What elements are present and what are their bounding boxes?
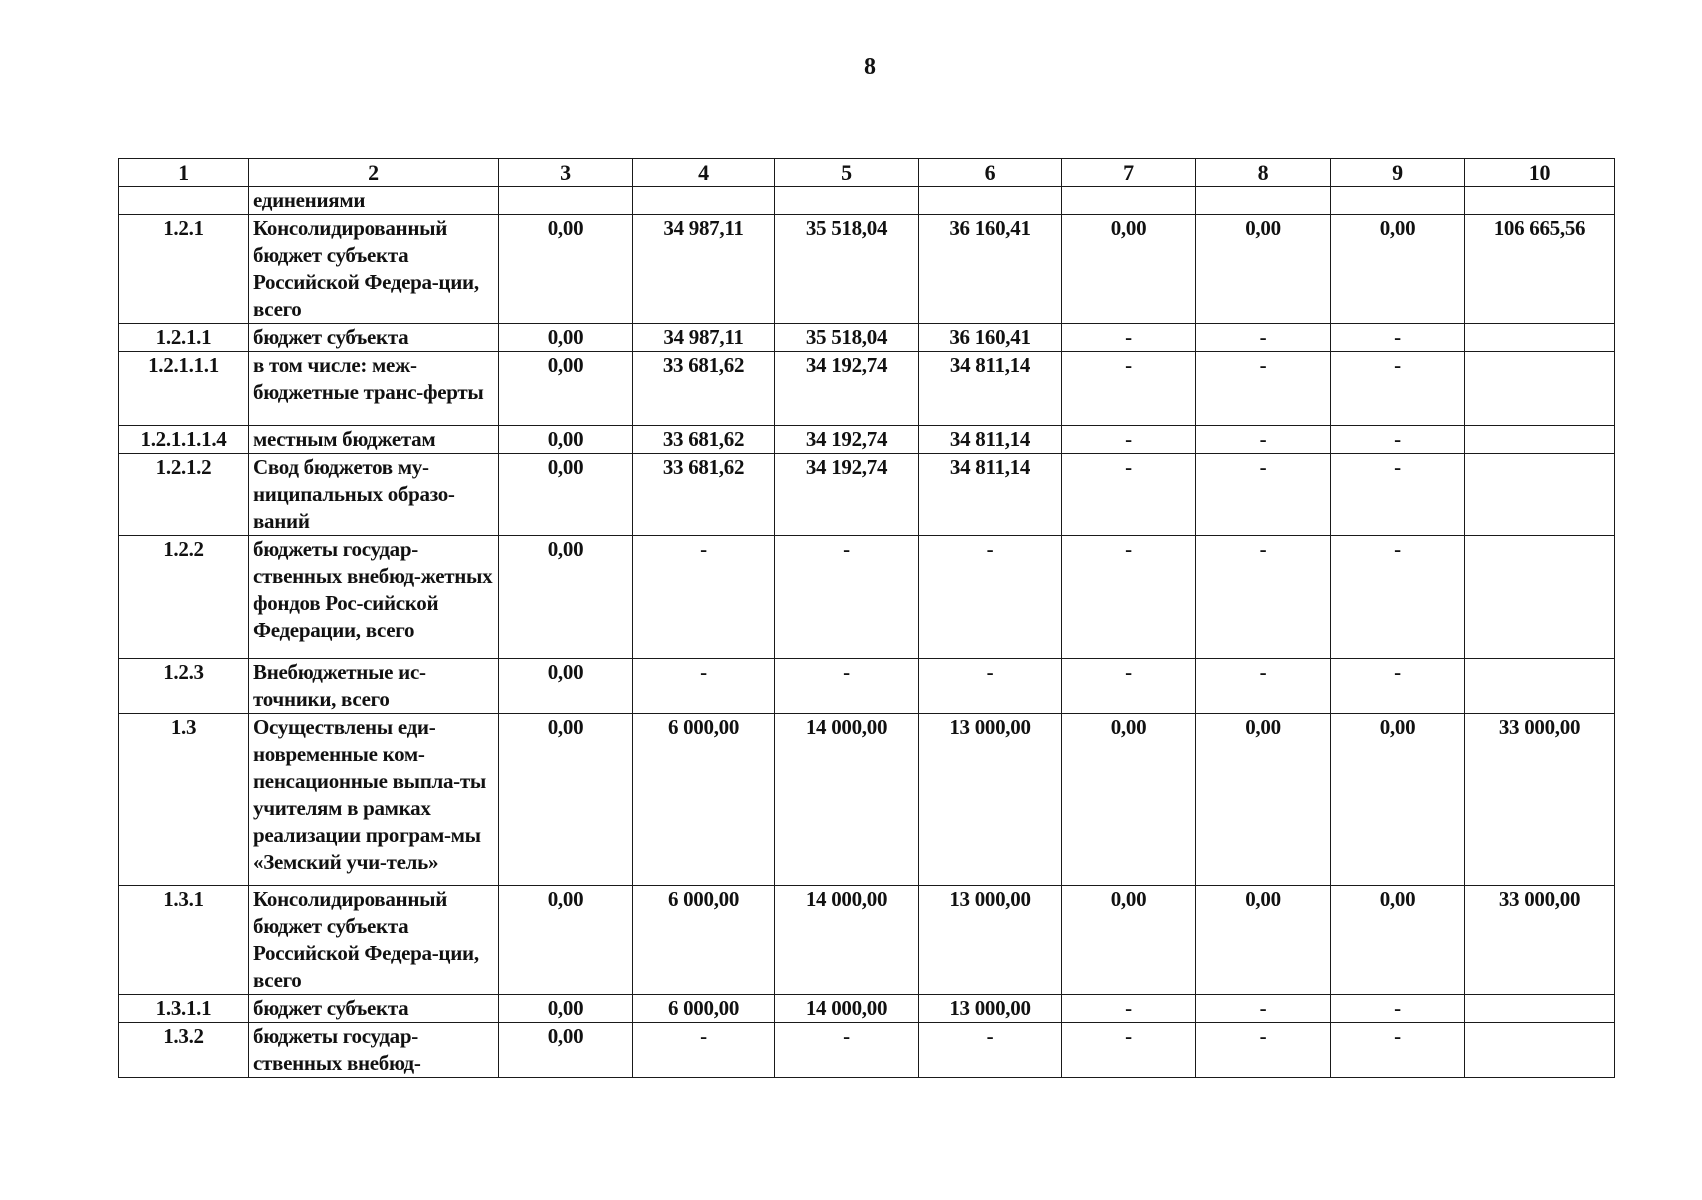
cell-col-9: -: [1331, 454, 1465, 536]
row-code: 1.3.2: [119, 1023, 249, 1078]
cell-col-3: 0,00: [499, 714, 633, 886]
row-code: 1.3.1.1: [119, 995, 249, 1023]
cell-col-10: [1465, 426, 1615, 454]
cell-col-9: -: [1331, 536, 1465, 659]
row-code: 1.2.1.1.1: [119, 352, 249, 426]
cell-col-6: -: [919, 659, 1062, 714]
cell-col-9: 0,00: [1331, 714, 1465, 886]
table-row: [119, 215, 1615, 324]
cell-col-3: 0,00: [499, 215, 633, 324]
cell-col-5: 35 518,04: [775, 215, 919, 324]
page-number: 8: [864, 54, 876, 80]
cell-col-7: -: [1062, 454, 1196, 536]
cell-col-9: -: [1331, 324, 1465, 352]
column-header: 4: [633, 159, 775, 187]
cell-col-9: 0,00: [1331, 886, 1465, 995]
row-name: бюджеты государ-ственных внебюд-: [249, 1023, 499, 1078]
cell-col-5: 34 192,74: [775, 352, 919, 426]
cell-col-6: 34 811,14: [919, 352, 1062, 426]
cell-col-3: 0,00: [499, 1023, 633, 1078]
cell-col-3: 0,00: [499, 352, 633, 426]
cell-col-6: 13 000,00: [919, 995, 1062, 1023]
cell-col-7: -: [1062, 659, 1196, 714]
cell-col-4: 34 987,11: [633, 324, 775, 352]
cell-col-5: 35 518,04: [775, 324, 919, 352]
cell-col-10: [1465, 995, 1615, 1023]
row-name: Консолидированный бюджет субъекта Российской Федера-ции, всего: [249, 215, 499, 324]
cell-col-3: 0,00: [499, 454, 633, 536]
column-header: 3: [499, 159, 633, 187]
cell-col-3: 0,00: [499, 886, 633, 995]
cell-col-6: 36 160,41: [919, 324, 1062, 352]
cell-col-4: -: [633, 1023, 775, 1078]
cell-col-4: 33 681,62: [633, 454, 775, 536]
cell-col-7: -: [1062, 324, 1196, 352]
cell-col-4: 6 000,00: [633, 995, 775, 1023]
cell-col-4: 33 681,62: [633, 352, 775, 426]
cell-col-10: [1465, 659, 1615, 714]
row-code: 1.2.2: [119, 536, 249, 659]
cell-col-6: [919, 187, 1062, 215]
cell-col-8: -: [1196, 536, 1331, 659]
cell-col-9: 0,00: [1331, 215, 1465, 324]
cell-col-7: 0,00: [1062, 886, 1196, 995]
row-name: бюджеты государ-ственных внебюд-жетных фондов Рос-сийской Федерации, всего: [249, 536, 499, 659]
cell-col-9: -: [1331, 352, 1465, 426]
column-header: 10: [1465, 159, 1615, 187]
cell-col-10: [1465, 1023, 1615, 1078]
column-header: 9: [1331, 159, 1465, 187]
row-name: Внебюджетные ис-точники, всего: [249, 659, 499, 714]
table-row: [119, 995, 1615, 1023]
cell-col-9: -: [1331, 659, 1465, 714]
cell-col-7: -: [1062, 426, 1196, 454]
cell-col-5: -: [775, 1023, 919, 1078]
cell-col-7: -: [1062, 536, 1196, 659]
cell-col-10: [1465, 187, 1615, 215]
table-row: [119, 1023, 1615, 1078]
table-row: [119, 187, 1615, 215]
table-header-row: [119, 159, 1615, 187]
cell-col-3: 0,00: [499, 426, 633, 454]
cell-col-6: 34 811,14: [919, 454, 1062, 536]
cell-col-10: [1465, 536, 1615, 659]
table-row: [119, 659, 1615, 714]
cell-col-7: 0,00: [1062, 215, 1196, 324]
cell-col-4: 6 000,00: [633, 714, 775, 886]
column-header: 6: [919, 159, 1062, 187]
cell-col-7: 0,00: [1062, 714, 1196, 886]
cell-col-4: -: [633, 659, 775, 714]
cell-col-8: [1196, 187, 1331, 215]
cell-col-8: 0,00: [1196, 215, 1331, 324]
row-code: 1.2.1.2: [119, 454, 249, 536]
row-name: местным бюджетам: [249, 426, 499, 454]
column-header: 1: [119, 159, 249, 187]
cell-col-8: -: [1196, 1023, 1331, 1078]
cell-col-4: 6 000,00: [633, 886, 775, 995]
cell-col-10: 33 000,00: [1465, 714, 1615, 886]
cell-col-5: 14 000,00: [775, 995, 919, 1023]
cell-col-10: 33 000,00: [1465, 886, 1615, 995]
cell-col-4: -: [633, 536, 775, 659]
column-header: 2: [249, 159, 499, 187]
row-name: бюджет субъекта: [249, 995, 499, 1023]
column-header: 5: [775, 159, 919, 187]
row-code: 1.2.1: [119, 215, 249, 324]
cell-col-10: [1465, 454, 1615, 536]
cell-col-10: [1465, 352, 1615, 426]
cell-col-4: [633, 187, 775, 215]
table-row: [119, 352, 1615, 426]
cell-col-8: -: [1196, 659, 1331, 714]
table-row: [119, 426, 1615, 454]
cell-col-8: -: [1196, 352, 1331, 426]
cell-col-9: -: [1331, 995, 1465, 1023]
cell-col-7: -: [1062, 352, 1196, 426]
cell-col-3: [499, 187, 633, 215]
table-row: [119, 324, 1615, 352]
table-row: [119, 886, 1615, 995]
cell-col-7: -: [1062, 995, 1196, 1023]
cell-col-3: 0,00: [499, 536, 633, 659]
cell-col-8: -: [1196, 426, 1331, 454]
budget-table: [118, 158, 1615, 1078]
cell-col-5: 14 000,00: [775, 886, 919, 995]
cell-col-3: 0,00: [499, 995, 633, 1023]
cell-col-4: 33 681,62: [633, 426, 775, 454]
cell-col-6: -: [919, 536, 1062, 659]
cell-col-9: -: [1331, 426, 1465, 454]
cell-col-5: -: [775, 536, 919, 659]
cell-col-10: [1465, 324, 1615, 352]
cell-col-5: [775, 187, 919, 215]
cell-col-10: 106 665,56: [1465, 215, 1615, 324]
cell-col-5: -: [775, 659, 919, 714]
cell-col-5: 34 192,74: [775, 454, 919, 536]
row-name: Консолидированный бюджет субъекта Российской Федера-ции, всего: [249, 886, 499, 995]
cell-col-9: -: [1331, 1023, 1465, 1078]
cell-col-6: 13 000,00: [919, 886, 1062, 995]
cell-col-6: -: [919, 1023, 1062, 1078]
row-code: 1.3: [119, 714, 249, 886]
cell-col-9: [1331, 187, 1465, 215]
cell-col-6: 34 811,14: [919, 426, 1062, 454]
cell-col-8: -: [1196, 454, 1331, 536]
cell-col-7: -: [1062, 1023, 1196, 1078]
row-name: Свод бюджетов му-ниципальных образо-ваний: [249, 454, 499, 536]
table-row: [119, 714, 1615, 886]
row-code: [119, 187, 249, 215]
cell-col-8: -: [1196, 324, 1331, 352]
row-code: 1.2.1.1.1.4: [119, 426, 249, 454]
cell-col-7: [1062, 187, 1196, 215]
row-name: единениями: [249, 187, 499, 215]
row-name: в том числе: меж-бюджетные транс-ферты: [249, 352, 499, 426]
cell-col-8: 0,00: [1196, 714, 1331, 886]
cell-col-8: 0,00: [1196, 886, 1331, 995]
cell-col-5: 34 192,74: [775, 426, 919, 454]
row-code: 1.3.1: [119, 886, 249, 995]
row-name: бюджет субъекта: [249, 324, 499, 352]
cell-col-3: 0,00: [499, 659, 633, 714]
column-header: 8: [1196, 159, 1331, 187]
cell-col-8: -: [1196, 995, 1331, 1023]
table-row: [119, 536, 1615, 659]
cell-col-6: 36 160,41: [919, 215, 1062, 324]
table-row: [119, 454, 1615, 536]
row-code: 1.2.3: [119, 659, 249, 714]
column-header: 7: [1062, 159, 1196, 187]
cell-col-5: 14 000,00: [775, 714, 919, 886]
row-name: Осуществлены еди-новременные ком-пенсационные выпла-ты учителям в рамках реализации програм-мы «Земский учи-тель»: [249, 714, 499, 886]
cell-col-4: 34 987,11: [633, 215, 775, 324]
cell-col-3: 0,00: [499, 324, 633, 352]
row-code: 1.2.1.1: [119, 324, 249, 352]
cell-col-6: 13 000,00: [919, 714, 1062, 886]
